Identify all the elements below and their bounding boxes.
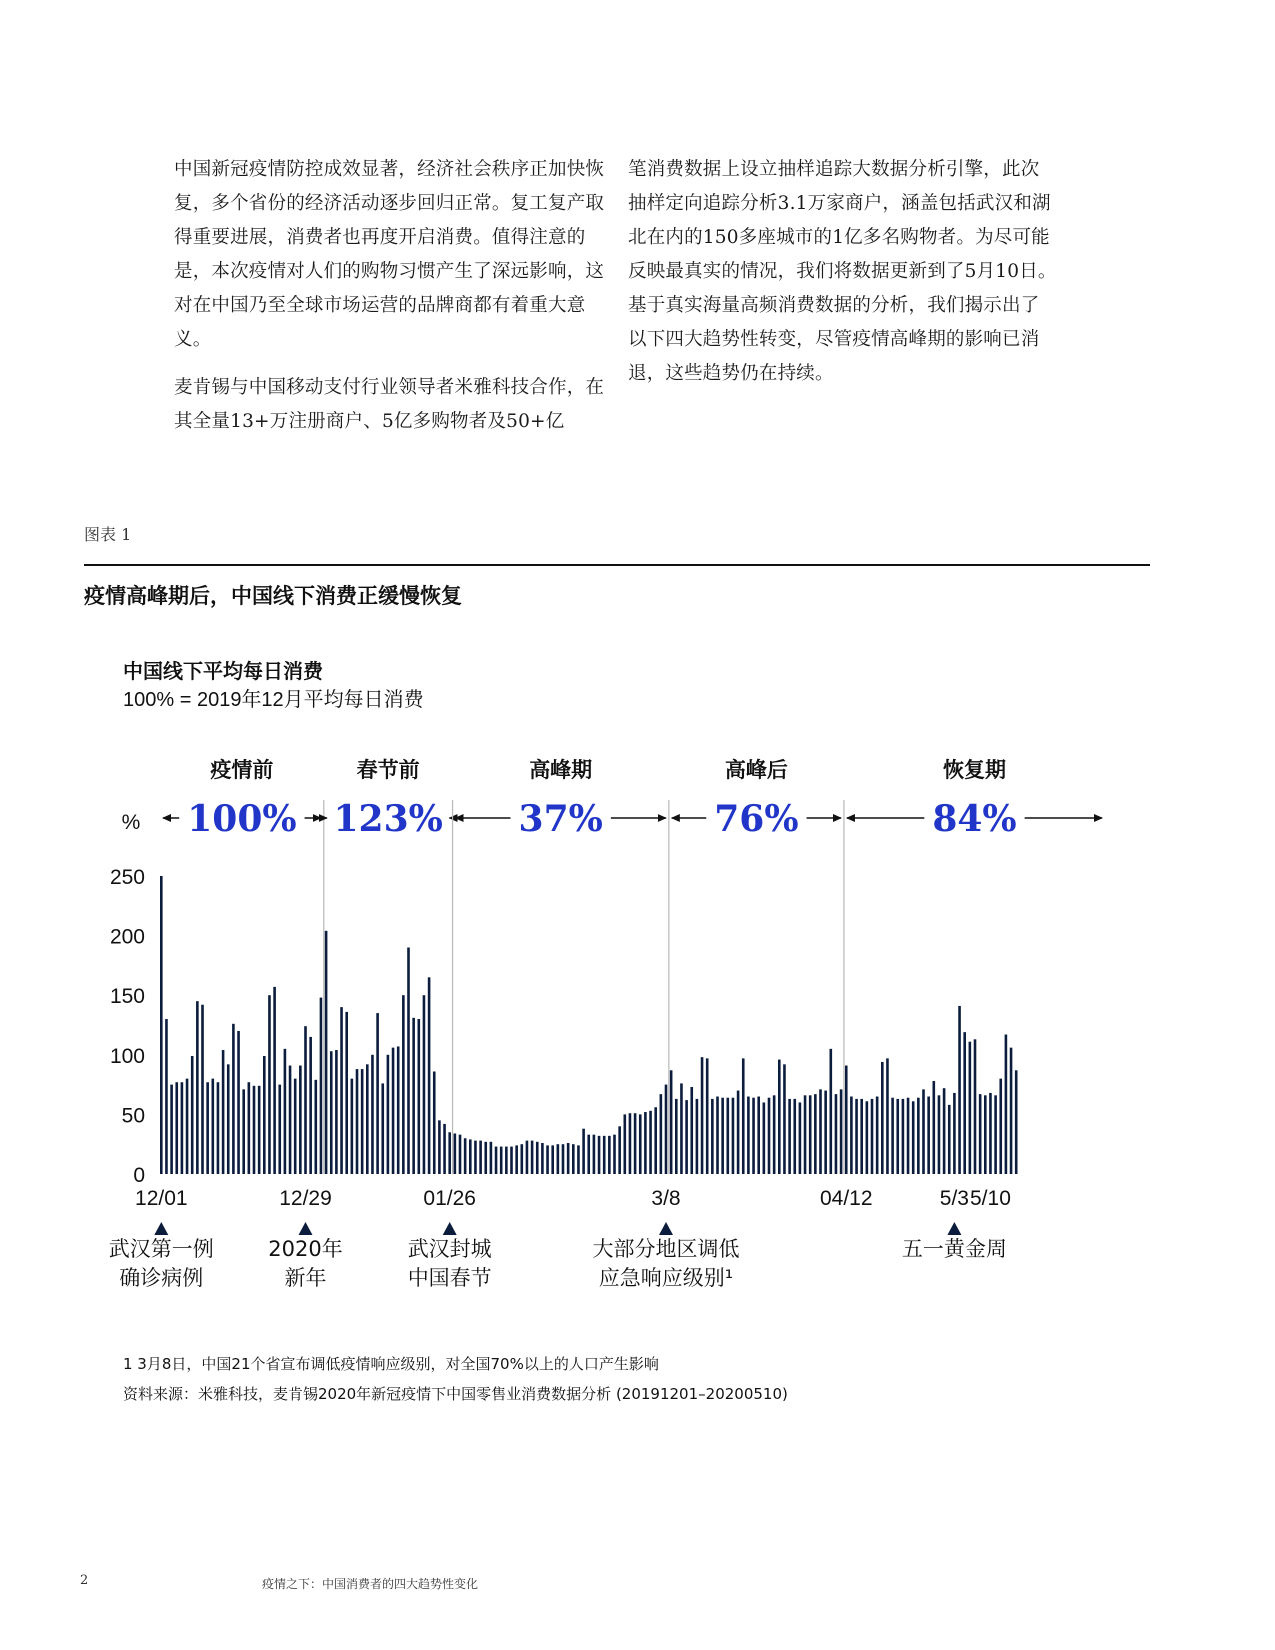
bar bbox=[793, 1099, 796, 1174]
bar bbox=[165, 1019, 168, 1174]
bar bbox=[428, 977, 431, 1174]
bar bbox=[721, 1098, 724, 1174]
bar bbox=[608, 1136, 611, 1174]
bar bbox=[315, 1080, 318, 1174]
chart-title: 中国线下平均每日消费 bbox=[123, 659, 323, 683]
phase-label: 高峰后 bbox=[724, 758, 788, 782]
bar bbox=[536, 1142, 539, 1174]
bar bbox=[979, 1094, 982, 1174]
running-title: 疫情之下：中国消费者的四大趋势性变化 bbox=[262, 1577, 479, 1591]
bar bbox=[706, 1058, 709, 1174]
bar bbox=[922, 1089, 925, 1174]
bar bbox=[577, 1145, 580, 1174]
bar bbox=[624, 1114, 627, 1174]
bar bbox=[763, 1102, 766, 1174]
bar bbox=[680, 1083, 683, 1174]
bar bbox=[701, 1057, 704, 1174]
bar bbox=[335, 1050, 338, 1174]
bar bbox=[381, 1083, 384, 1174]
bar bbox=[309, 1037, 312, 1174]
event-caption: 中国春节 bbox=[407, 1266, 492, 1290]
event-caption: 五一黄金周 bbox=[901, 1237, 1007, 1261]
paragraph: 笔消费数据上设立抽样追踪大数据分析引擎，此次抽样定向追踪分析3.1万家商户，涵盖包括武汉和湖北在内的150多座城市的1亿多名购物者。为尽可能反映最真实的情况，我们将数据更新到了5月10日。基于真实海量高频消费数据的分析，我们揭示出了以下四大趋势性转变，尽管疫情高峰期的影响已消退，这些趋势仍在持续。 bbox=[628, 159, 1057, 384]
event-caption: 2020年 bbox=[268, 1237, 343, 1261]
bar bbox=[963, 1032, 966, 1174]
bar bbox=[212, 1079, 215, 1174]
bar bbox=[896, 1099, 899, 1174]
bar bbox=[907, 1098, 910, 1174]
paragraph: 麦肯锡与中国移动支付行业领导者米雅科技合作，在其全量13+万注册商户、5亿多购物者及50+亿 bbox=[174, 377, 605, 432]
bar bbox=[304, 1026, 307, 1174]
bar bbox=[515, 1145, 518, 1174]
bar bbox=[629, 1113, 632, 1174]
bar bbox=[727, 1098, 730, 1174]
footnote: 1 3月8日，中国21个省宣布调低疫情响应级别，对全国70%以上的人口产生影响 bbox=[123, 1355, 659, 1373]
bar bbox=[768, 1098, 771, 1174]
bar bbox=[845, 1066, 848, 1174]
phase-label: 恢复期 bbox=[942, 758, 1006, 782]
bar bbox=[902, 1099, 905, 1174]
bar bbox=[330, 1051, 333, 1174]
bar bbox=[999, 1079, 1002, 1174]
bar bbox=[773, 1095, 776, 1174]
event-marker-icon bbox=[299, 1222, 313, 1235]
bar bbox=[783, 1064, 786, 1174]
bar bbox=[974, 1039, 977, 1174]
bar bbox=[340, 1007, 343, 1174]
bar bbox=[356, 1069, 359, 1174]
bar bbox=[402, 995, 405, 1174]
bar bbox=[191, 1056, 194, 1174]
bar bbox=[433, 1071, 436, 1174]
bar bbox=[927, 1097, 930, 1174]
bar bbox=[752, 1098, 755, 1174]
y-tick-label: 150 bbox=[109, 985, 145, 1009]
phase-label: 春节前 bbox=[356, 758, 420, 782]
bar bbox=[392, 1048, 395, 1174]
bar bbox=[531, 1141, 534, 1174]
bar bbox=[474, 1141, 477, 1174]
bar bbox=[284, 1049, 287, 1174]
bar bbox=[582, 1129, 585, 1174]
bar bbox=[479, 1141, 482, 1174]
bar bbox=[840, 1089, 843, 1174]
y-tick-label: 50 bbox=[121, 1104, 145, 1128]
bar bbox=[644, 1112, 647, 1174]
phase-label: 高峰期 bbox=[529, 758, 593, 782]
bar bbox=[201, 1005, 204, 1174]
bar bbox=[484, 1142, 487, 1174]
y-tick-label: 0 bbox=[133, 1164, 145, 1187]
bar bbox=[454, 1133, 457, 1174]
x-tick-label: 12/29 bbox=[279, 1187, 332, 1210]
bar bbox=[320, 998, 323, 1174]
bar bbox=[639, 1114, 642, 1174]
bar bbox=[994, 1095, 997, 1174]
bar bbox=[351, 1079, 354, 1174]
bar bbox=[217, 1082, 220, 1174]
bar bbox=[170, 1085, 173, 1174]
bar bbox=[665, 1085, 668, 1174]
source-note: 资料来源：米雅科技，麦肯锡2020年新冠疫情下中国零售业消费数据分析 (20191201–20200510) bbox=[123, 1385, 788, 1403]
bar bbox=[654, 1107, 657, 1174]
bar bbox=[263, 1056, 266, 1174]
y-tick-label: 100 bbox=[109, 1044, 145, 1068]
y-tick-label: 200 bbox=[109, 925, 145, 949]
bar bbox=[289, 1066, 292, 1174]
bar bbox=[830, 1049, 833, 1174]
bar bbox=[685, 1100, 688, 1174]
bar bbox=[237, 1031, 240, 1174]
bar bbox=[799, 1102, 802, 1174]
y-axis-unit: % bbox=[121, 811, 141, 834]
bar bbox=[933, 1081, 936, 1174]
bar bbox=[541, 1143, 544, 1174]
event-marker-icon bbox=[154, 1222, 168, 1235]
phase-label: 疫情前 bbox=[210, 758, 274, 782]
bar bbox=[459, 1135, 462, 1174]
bar bbox=[814, 1094, 817, 1174]
bar bbox=[593, 1135, 596, 1174]
bar bbox=[737, 1091, 740, 1174]
bar bbox=[675, 1099, 678, 1174]
bar bbox=[371, 1055, 374, 1174]
bar bbox=[232, 1024, 235, 1174]
bar bbox=[361, 1069, 364, 1174]
bar bbox=[557, 1144, 560, 1174]
bar bbox=[248, 1082, 251, 1174]
bar bbox=[912, 1101, 915, 1174]
bar bbox=[222, 1050, 225, 1174]
bar bbox=[613, 1135, 616, 1174]
bar bbox=[788, 1099, 791, 1174]
bar bbox=[227, 1064, 230, 1174]
bar bbox=[258, 1086, 261, 1174]
bar bbox=[423, 995, 426, 1174]
x-tick-label: 5/10 bbox=[970, 1187, 1011, 1210]
bar bbox=[881, 1062, 884, 1174]
bar bbox=[742, 1058, 745, 1174]
bar bbox=[196, 1001, 199, 1174]
bar bbox=[500, 1147, 503, 1174]
phase-value: 100% bbox=[187, 798, 297, 840]
x-tick-label: 04/12 bbox=[819, 1187, 873, 1210]
bar bbox=[397, 1046, 400, 1174]
bar bbox=[871, 1099, 874, 1174]
bar bbox=[242, 1089, 245, 1174]
bar bbox=[634, 1113, 637, 1174]
bar bbox=[886, 1058, 889, 1174]
bar bbox=[860, 1099, 863, 1174]
bar bbox=[495, 1147, 498, 1174]
bar bbox=[438, 1120, 441, 1174]
x-tick-label: 01/26 bbox=[423, 1187, 476, 1210]
bar bbox=[587, 1135, 590, 1174]
bar bbox=[716, 1097, 719, 1174]
bar bbox=[953, 1093, 956, 1174]
bar bbox=[618, 1126, 621, 1174]
bar bbox=[948, 1105, 951, 1174]
bar bbox=[804, 1095, 807, 1174]
bar bbox=[294, 1079, 297, 1174]
bar bbox=[938, 1095, 941, 1174]
bar bbox=[603, 1136, 606, 1174]
bar bbox=[598, 1136, 601, 1174]
bar bbox=[984, 1095, 987, 1174]
bar bbox=[943, 1088, 946, 1174]
bar bbox=[407, 948, 410, 1174]
bar bbox=[186, 1079, 189, 1174]
bar bbox=[366, 1064, 369, 1174]
bar bbox=[526, 1141, 529, 1174]
bar bbox=[387, 1055, 390, 1174]
bar bbox=[1005, 1035, 1008, 1174]
bar bbox=[732, 1098, 735, 1174]
bar bbox=[660, 1094, 663, 1174]
exhibit-title: 疫情高峰期后，中国线下消费正缓慢恢复 bbox=[84, 583, 462, 608]
bar bbox=[690, 1087, 693, 1174]
bar bbox=[181, 1082, 184, 1174]
bar bbox=[206, 1082, 209, 1174]
bar bbox=[969, 1042, 972, 1174]
bar bbox=[866, 1101, 869, 1174]
bar bbox=[412, 1018, 415, 1174]
x-tick-label: 5/3 bbox=[939, 1187, 970, 1210]
bar bbox=[757, 1097, 760, 1174]
bar bbox=[273, 987, 276, 1174]
bar bbox=[268, 995, 271, 1174]
bar bbox=[464, 1138, 467, 1174]
bar bbox=[649, 1111, 652, 1174]
bar bbox=[551, 1145, 554, 1174]
bar bbox=[1010, 1048, 1013, 1174]
event-caption: 新年 bbox=[284, 1266, 327, 1290]
bar bbox=[670, 1070, 673, 1174]
event-caption: 应急响应级别¹ bbox=[598, 1266, 734, 1290]
event-caption: 武汉第一例 bbox=[108, 1237, 214, 1261]
bar bbox=[278, 1085, 281, 1174]
paragraph: 中国新冠疫情防控成效显著，经济社会秩序正加快恢复，多个省份的经济活动逐步回归正常。复工复产取得重要进展，消费者也再度开启消费。值得注意的是，本次疫情对人们的购物习惯产生了深远影响，这对在中国乃至全球市场运营的品牌商都有着重大意义。 bbox=[174, 159, 605, 350]
event-caption: 大部分地区调低 bbox=[592, 1237, 740, 1261]
bar bbox=[469, 1139, 472, 1174]
bar bbox=[876, 1097, 879, 1174]
bar bbox=[819, 1089, 822, 1174]
x-tick-label: 3/8 bbox=[651, 1187, 681, 1210]
bar bbox=[1015, 1070, 1018, 1174]
bar bbox=[835, 1094, 838, 1174]
bar bbox=[521, 1144, 524, 1174]
phase-value: 123% bbox=[333, 798, 443, 840]
x-tick-label: 12/01 bbox=[135, 1187, 188, 1210]
bar bbox=[809, 1095, 812, 1174]
bar bbox=[490, 1142, 493, 1174]
bar bbox=[325, 931, 328, 1174]
bar bbox=[917, 1098, 920, 1174]
y-tick-label: 250 bbox=[109, 866, 145, 889]
bar bbox=[778, 1060, 781, 1174]
exhibit-label: 图表 1 bbox=[84, 525, 132, 544]
bar bbox=[175, 1082, 178, 1174]
bar bbox=[572, 1144, 575, 1174]
event-marker-icon bbox=[659, 1222, 673, 1235]
bar bbox=[160, 876, 163, 1174]
bar bbox=[546, 1145, 549, 1174]
bar bbox=[989, 1093, 992, 1174]
chart-subtitle: 100% = 2019年12月平均每日消费 bbox=[123, 689, 424, 711]
phase-value: 37% bbox=[518, 798, 603, 840]
bar bbox=[855, 1099, 858, 1174]
bar bbox=[505, 1147, 508, 1174]
bar bbox=[418, 1019, 421, 1174]
phase-value: 84% bbox=[932, 798, 1017, 840]
bar bbox=[443, 1124, 446, 1174]
bar bbox=[299, 1066, 302, 1174]
bar bbox=[448, 1132, 451, 1174]
bar bbox=[376, 1013, 379, 1174]
bar bbox=[253, 1086, 256, 1174]
event-marker-icon bbox=[947, 1222, 961, 1235]
bar bbox=[345, 1012, 348, 1174]
bar bbox=[562, 1144, 565, 1174]
bar bbox=[747, 1097, 750, 1174]
event-caption: 武汉封城 bbox=[407, 1237, 492, 1261]
bar bbox=[567, 1143, 570, 1174]
phase-value: 76% bbox=[714, 798, 799, 840]
bar bbox=[958, 1006, 961, 1174]
bar bbox=[891, 1098, 894, 1174]
bar bbox=[696, 1099, 699, 1174]
bar bbox=[711, 1099, 714, 1174]
event-marker-icon bbox=[443, 1222, 457, 1235]
bar bbox=[850, 1097, 853, 1174]
bar bbox=[510, 1147, 513, 1174]
page-number: 2 bbox=[80, 1573, 89, 1588]
bar bbox=[824, 1091, 827, 1174]
event-caption: 确诊病例 bbox=[119, 1266, 204, 1290]
